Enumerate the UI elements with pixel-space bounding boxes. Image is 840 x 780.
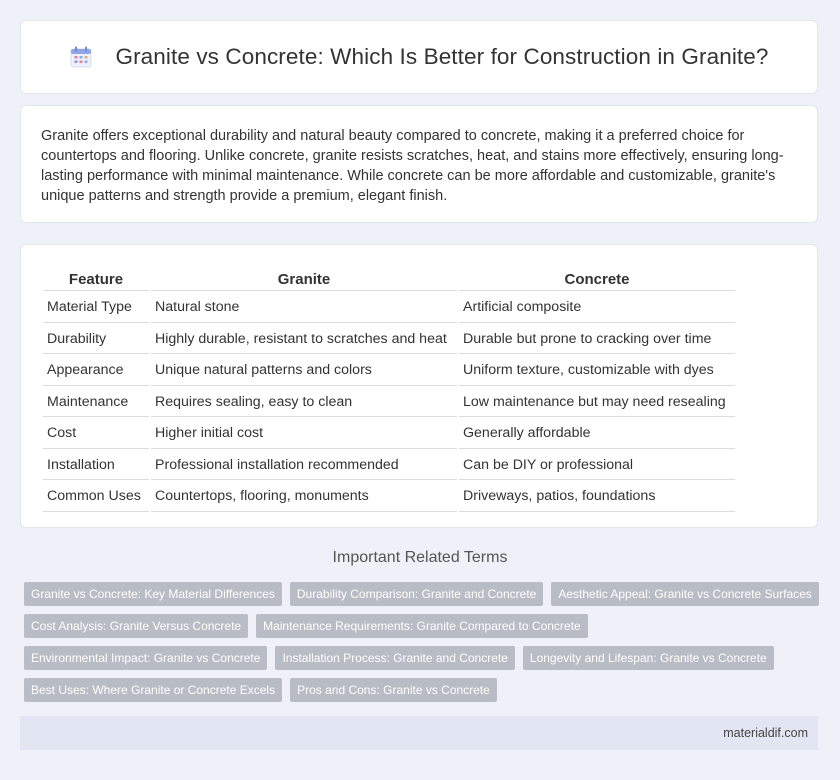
related-terms-heading: Important Related Terms	[332, 549, 508, 566]
intro-paragraph: Granite offers exceptional durability and natural beauty compared to concrete, making it a preferred choice for countertops and flooring. Unlike concrete, granite resists scratches, heat, and stains more effectively, ensuring long-lasting performance with minimal maintenance. While concrete can be more affordable and customizable, granite's unique patterns and strength provide a premium, elegant finish.	[41, 128, 784, 204]
table-row	[43, 325, 735, 355]
comparison-table	[41, 265, 737, 514]
tag-row	[24, 678, 824, 702]
related-term-tag[interactable]: Best Uses: Where Granite or Concrete Excels	[24, 678, 282, 702]
related-term-tag[interactable]: Pros and Cons: Granite vs Concrete	[290, 678, 497, 702]
cell-feature: Maintenance	[43, 388, 149, 418]
cell-granite: Higher initial cost	[151, 419, 457, 449]
footer-site-link[interactable]: materialdif.com	[723, 726, 808, 740]
cell-concrete: Can be DIY or professional	[459, 451, 735, 481]
cell-concrete: Durable but prone to cracking over time	[459, 325, 735, 355]
table-row	[43, 356, 735, 386]
related-terms-list	[24, 582, 824, 710]
tag-row	[24, 582, 824, 606]
related-term-tag[interactable]: Installation Process: Granite and Concrete	[275, 646, 514, 670]
page-title: Granite vs Concrete: Which Is Better for Construction in Granite?	[115, 44, 769, 69]
header-card	[20, 20, 818, 94]
tag-row	[24, 614, 824, 638]
table-row	[43, 388, 735, 418]
intro-card	[20, 105, 818, 223]
related-term-tag[interactable]: Cost Analysis: Granite Versus Concrete	[24, 614, 248, 638]
cell-feature: Common Uses	[43, 482, 149, 512]
cell-concrete: Artificial composite	[459, 293, 735, 323]
cell-concrete: Low maintenance but may need resealing	[459, 388, 735, 418]
related-term-tag[interactable]: Aesthetic Appeal: Granite vs Concrete Surfaces	[551, 582, 818, 606]
header-granite: Granite	[151, 267, 457, 291]
table-row	[43, 482, 735, 512]
title-wrap	[69, 44, 768, 70]
footer	[20, 716, 818, 750]
table-row	[43, 451, 735, 481]
tag-row	[24, 646, 824, 670]
related-term-tag[interactable]: Granite vs Concrete: Key Material Differences	[24, 582, 282, 606]
table-row	[43, 293, 735, 323]
cell-granite: Countertops, flooring, monuments	[151, 482, 457, 512]
table-row	[43, 419, 735, 449]
related-term-tag[interactable]: Environmental Impact: Granite vs Concrete	[24, 646, 267, 670]
cell-granite: Professional installation recommended	[151, 451, 457, 481]
cell-granite: Unique natural patterns and colors	[151, 356, 457, 386]
cell-granite: Requires sealing, easy to clean	[151, 388, 457, 418]
cell-concrete: Driveways, patios, foundations	[459, 482, 735, 512]
cell-feature: Appearance	[43, 356, 149, 386]
cell-feature: Material Type	[43, 293, 149, 323]
cell-feature: Cost	[43, 419, 149, 449]
calendar-icon	[69, 45, 93, 69]
cell-concrete: Uniform texture, customizable with dyes	[459, 356, 735, 386]
header-concrete: Concrete	[459, 267, 735, 291]
header-feature: Feature	[43, 267, 149, 291]
cell-granite: Natural stone	[151, 293, 457, 323]
cell-feature: Installation	[43, 451, 149, 481]
cell-concrete: Generally affordable	[459, 419, 735, 449]
cell-feature: Durability	[43, 325, 149, 355]
related-term-tag[interactable]: Longevity and Lifespan: Granite vs Concrete	[523, 646, 774, 670]
related-term-tag[interactable]: Maintenance Requirements: Granite Compared to Concrete	[256, 614, 588, 638]
cell-granite: Highly durable, resistant to scratches and heat	[151, 325, 457, 355]
related-term-tag[interactable]: Durability Comparison: Granite and Concrete	[290, 582, 543, 606]
comparison-card	[20, 244, 818, 528]
table-header-row	[43, 267, 735, 291]
